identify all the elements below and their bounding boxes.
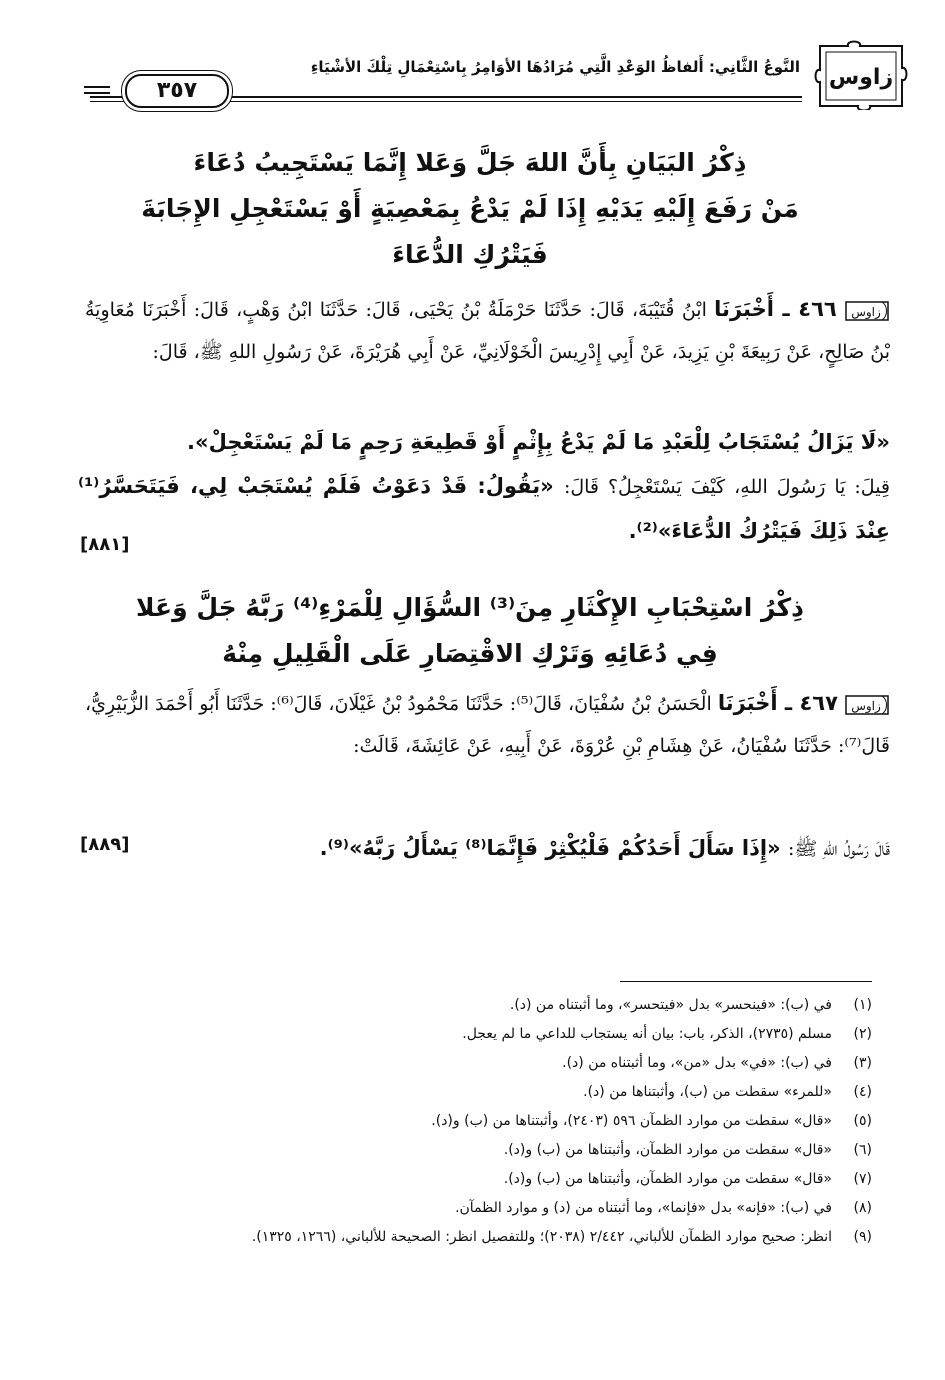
heading-line: فِي دُعَائِهِ وَتَرْكِ الاقْتِصَارِ عَلَى الْقَلِيلِ مِنْهُ	[222, 639, 718, 668]
isnad-text: الْحَسَنُ بْنُ سُفْيَانَ، قَالَ⁽⁵⁾: حَدَّثَنَا مَحْمُودُ بْنُ غَيْلَانَ، قَالَ⁽⁶⁾: حَدَّثَنَا أَبُو أَحْمَدَ الزُّبَيْرِيُّ، قَالَ⁽⁷⁾: حَدَّثَنَا سُفْيَانُ، عَنْ هِشَامِ بْنِ عُرْوَةَ، عَنْ أَبِيهِ، عَنْ عَائِشَةَ، قَالَتْ:	[85, 693, 890, 757]
hadith-467-isnad	[85, 682, 890, 767]
matn-text: «إِذَا سَأَلَ أَحَدُكُمْ فَلْيُكْثِرْ فَإِنَّمَا⁽⁸⁾ يَسْأَلُ رَبَّهُ»⁽⁹⁾.	[319, 836, 781, 860]
matn-intro: قَالَ رَسُولُ اللهِ ﷺ:	[787, 838, 890, 860]
section-heading-2	[90, 585, 850, 677]
heading-line: ذِكْرُ البَيَانِ بِأَنَّ اللهَ جَلَّ وَعَلا إِنَّمَا يَسْتَجِيبُ دُعَاءَ	[193, 148, 747, 177]
hadith-466-reference: [٨٨١]	[80, 534, 130, 555]
matn-question: قِيلَ: يَا رَسُولَ اللهِ، كَيْفَ يَسْتَعْجِلُ؟ قَالَ:	[563, 476, 891, 498]
puzzle-badge-icon	[810, 38, 910, 110]
hadith-467-matn	[190, 826, 890, 871]
header-dashes-left	[84, 86, 110, 94]
svg-text:زاوس: زاوس	[828, 65, 894, 90]
footnote: (٤) «للمرء» سقطت من (ب)، وأثبتناها من (د).	[583, 1084, 872, 1100]
footnote: (٥) «قال» سقطت من موارد الظمآن ٥٩٦ (٢٤٠٣)، وأثبتناها من (ب) و(د).	[431, 1113, 872, 1129]
hadith-466-matn	[78, 420, 890, 553]
svg-text:زاوس: زاوس	[851, 699, 881, 713]
matn-line	[78, 464, 890, 553]
hadith-tag-icon	[844, 300, 890, 322]
hadith-number: ٤٦٧ ـ أَخْبَرَنَا	[717, 691, 838, 715]
footnote: (٩) انظر: صحيح موارد الظمآن للألباني، ٢/٤٤٢ (٢٠٣٨)؛ وللتفصيل انظر: الصحيحة للألباني، (١٢٦٦، ١٣٢٥).	[251, 1229, 872, 1245]
page-number: ٣٥٧	[125, 74, 229, 108]
heading-line: مَنْ رَفَعَ إِلَيْهِ يَدَيْهِ إِذَا لَمْ يَدْعُ بِمَعْصِيَةٍ أَوْ يَسْتَعْجِلِ الإِجَابَةَ	[141, 194, 799, 223]
footnote: (٧) «قال» سقطت من موارد الظمآن، وأثبتناها من (ب) و(د).	[503, 1171, 872, 1187]
footnote: (٣) في (ب): «في» بدل «من»، وما أثبتناه من (د).	[562, 1055, 872, 1071]
footnote: (١) في (ب): «فينحسر» بدل «فيتحسر»، وما أثبتناه من (د).	[509, 997, 872, 1013]
running-title: النَّوعُ الثَّانِي: أَلفاظُ الوَعْدِ الَّتِي مُرَادُهَا الأوَامِرُ بِاسْتِعْمَالِ تِلْكَ الأشْيَاءِ	[310, 58, 800, 76]
hadith-number: ٤٦٦ ـ أَخْبَرَنَا	[714, 297, 837, 321]
hadith-467-reference: [٨٨٩]	[80, 834, 130, 855]
hadith-tag-icon	[844, 694, 890, 716]
hadith-466-isnad	[85, 288, 890, 373]
matn-answer: «يَقُولُ: قَدْ دَعَوْتُ فَلَمْ يُسْتَجَبْ لِي، فَيَتَحَسَّرُ⁽¹⁾ عِنْدَ ذَلِكَ فَيَتْرُكُ الدُّعَاءَ»⁽²⁾.	[78, 474, 890, 543]
footnote: (٨) في (ب): «فإنه» بدل «فإنما»، وما أثبتناه من (د) و موارد الظمآن.	[455, 1200, 872, 1216]
heading-line: ذِكْرُ اسْتِحْبَابِ الإِكْثَارِ مِنَ⁽³⁾ السُّؤَالِ لِلْمَرْءِ⁽⁴⁾ رَبَّهُ جَلَّ وَعَلا	[136, 593, 804, 622]
isnad-text: ابْنُ قُتَيْبَةَ، قَالَ: حَدَّثَنَا حَرْمَلَةُ بْنُ يَحْيَى، قَالَ: حَدَّثَنَا ابْنُ وَهْبٍ، قَالَ: أَخْبَرَنَا مُعَاوِيَةُ بْنُ صَالِحٍ، عَنْ رَبِيعَةَ بْنِ يَزِيدَ، عَنْ أَبِي إِدْرِيسَ الْخَوْلَانِيِّ، عَنْ أَبِي هُرَيْرَةَ، عَنْ رَسُولِ اللهِ ﷺ، قَالَ:	[85, 299, 890, 363]
footnote: (٢) مسلم (٢٧٣٥)، الذكر، باب: بيان أنه يستجاب للداعي ما لم يعجل.	[462, 1026, 872, 1042]
footnote-rule	[620, 981, 872, 982]
footnote: (٦) «قال» سقطت من موارد الظمآن، وأثبتناها من (ب) و(د).	[503, 1142, 872, 1158]
page-header	[70, 38, 910, 114]
svg-text:زاوس: زاوس	[851, 305, 881, 319]
matn-line: «لَا يَزَالُ يُسْتَجَابُ لِلْعَبْدِ مَا لَمْ يَدْعُ بِإِثْمٍ أَوْ قَطِيعَةِ رَحِمٍ مَا لَمْ يَسْتَعْجِلْ».	[187, 430, 890, 454]
heading-line: فَيَتْرُكِ الدُّعَاءَ	[392, 240, 548, 269]
footnotes	[60, 991, 872, 1252]
section-heading-1	[90, 140, 850, 278]
